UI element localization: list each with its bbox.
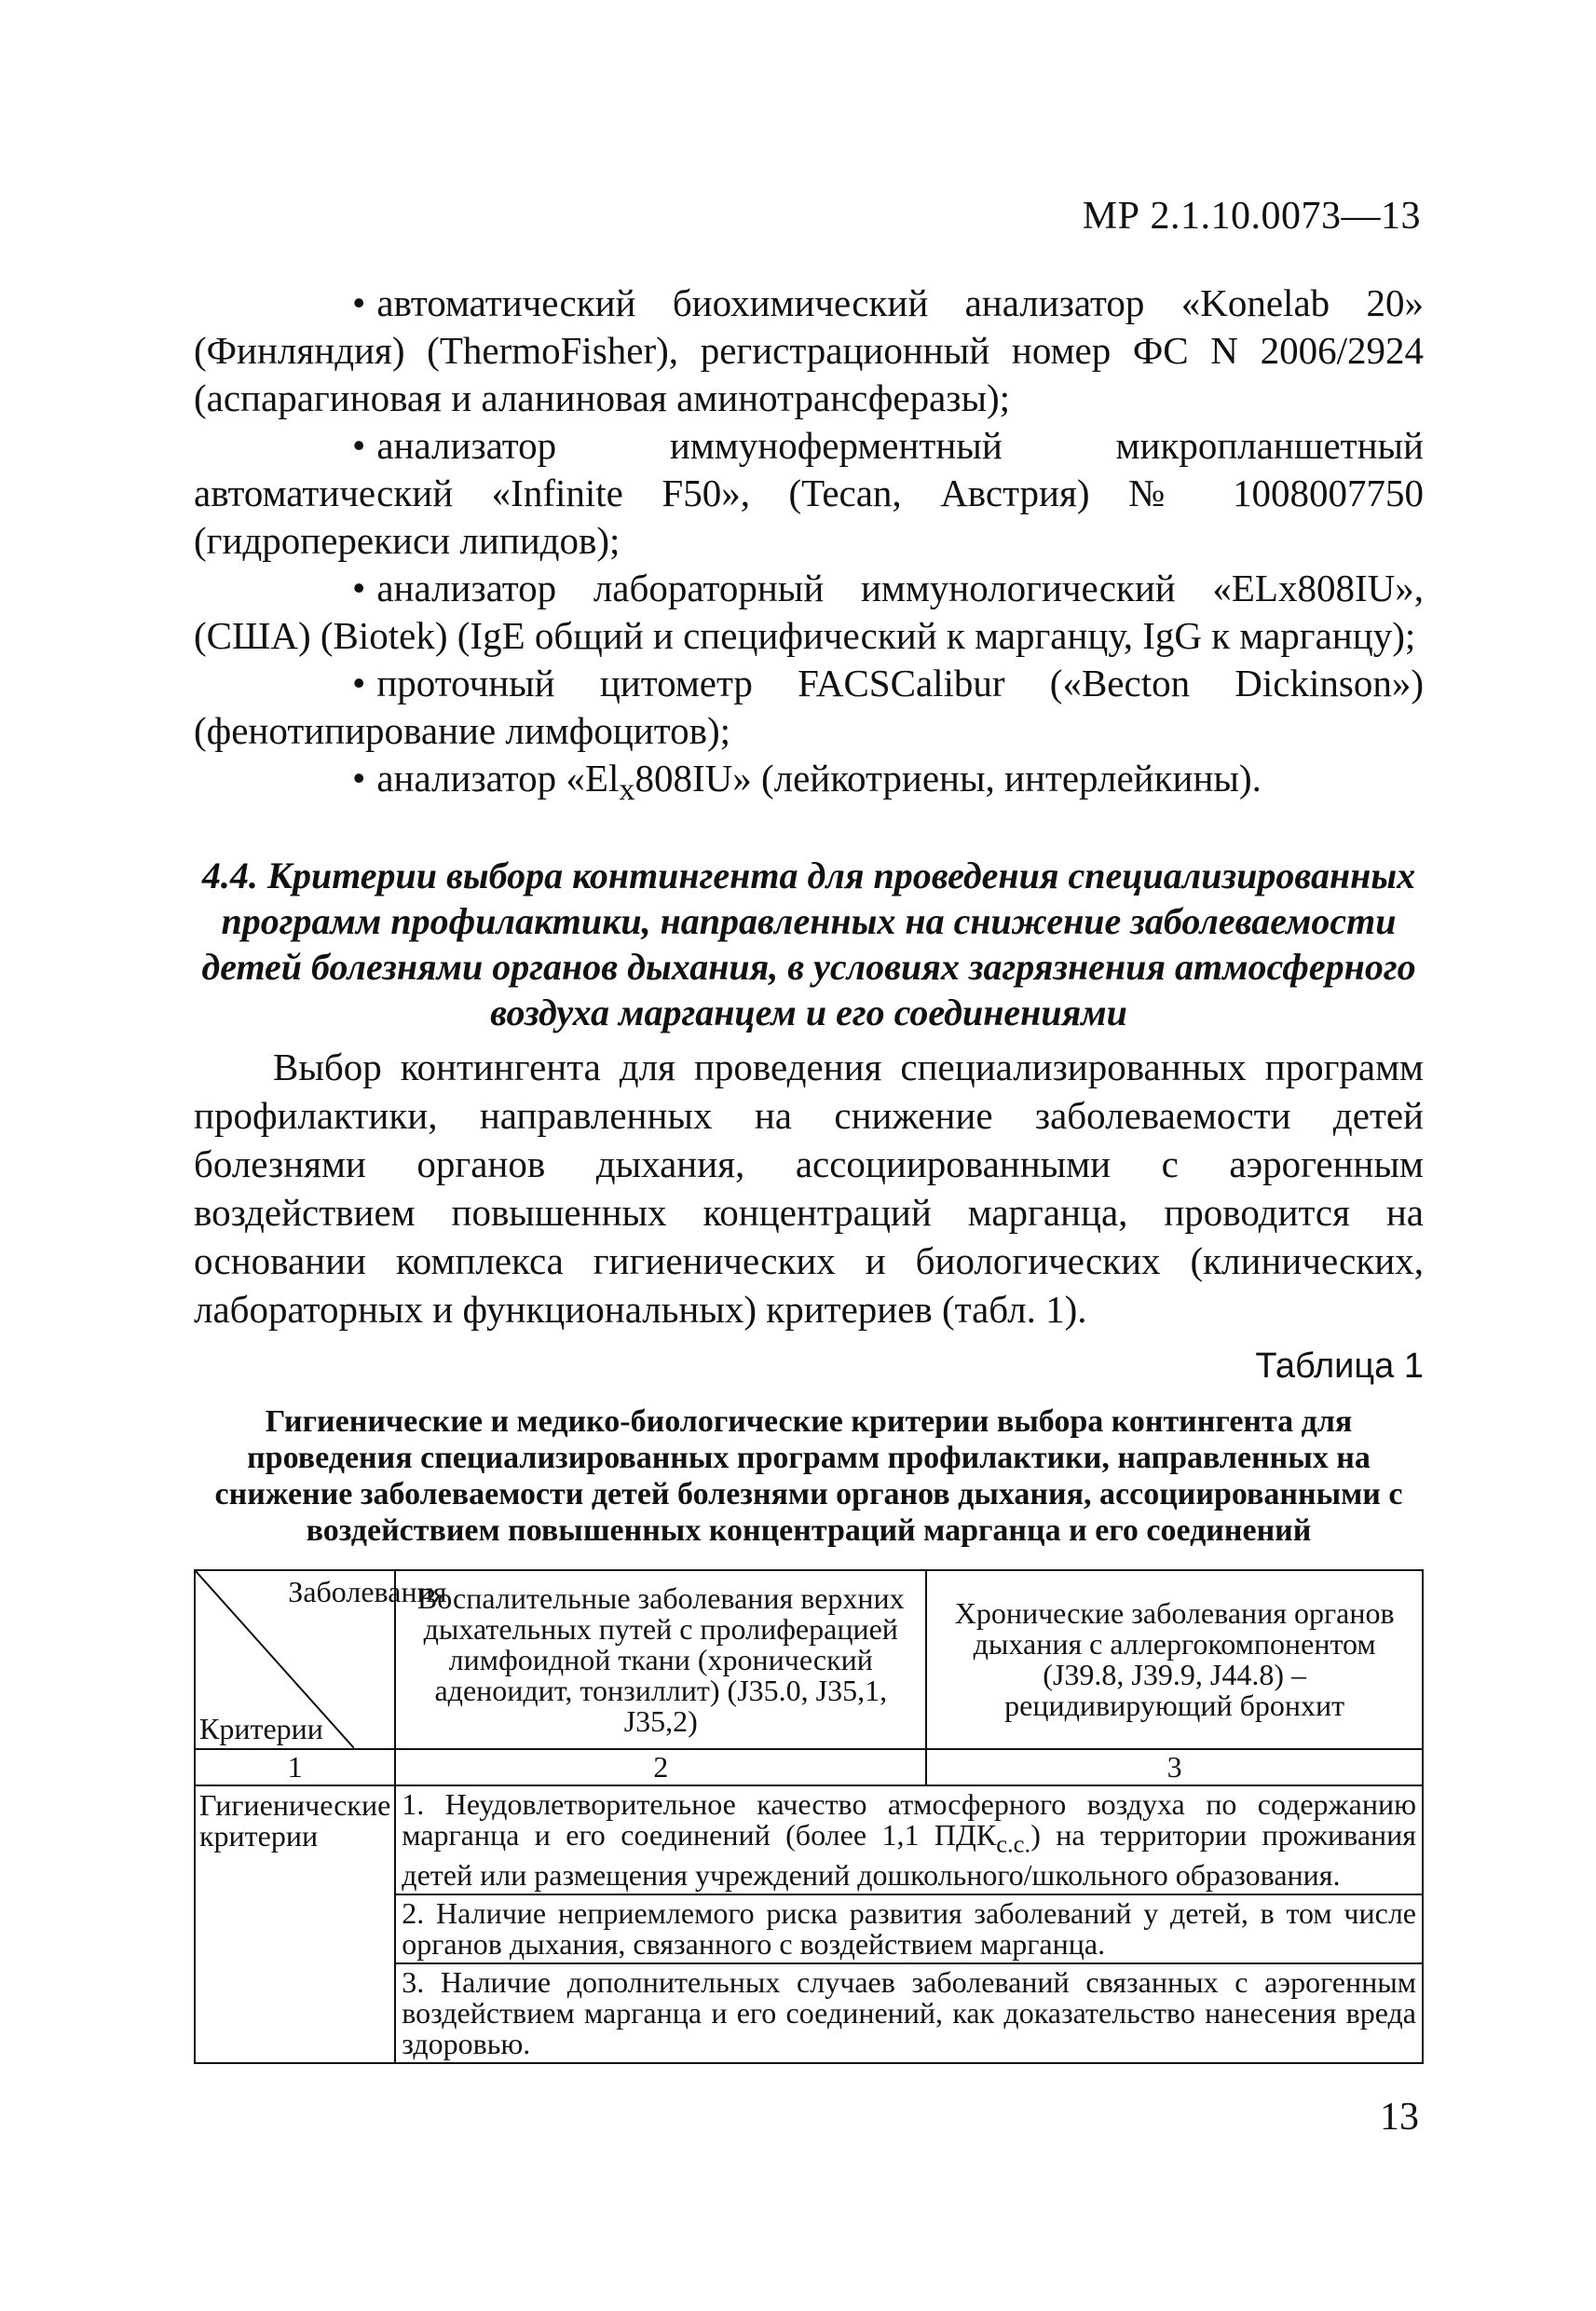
- criterion-item: [396, 1786, 1422, 1894]
- column-number-row: [195, 1749, 1423, 1785]
- list-item: [194, 660, 1424, 755]
- equipment-text: анализатор лабораторный иммунологический «ELx808IU», (США) (Biotek) (IgE общий и специфический к марганцу, IgG к марганцу);: [194, 567, 1424, 657]
- table-row: [195, 1785, 1423, 2062]
- column-header-chronic: Хронические заболевания органов дыхания с аллергокомпонентом (J39.8, J39.9, J44.8) – рецидивирующий бронхит: [926, 1570, 1423, 1749]
- column-number: 1: [195, 1749, 395, 1785]
- column-number: 2: [395, 1749, 926, 1785]
- bullet-icon: •: [352, 424, 366, 467]
- table-header-row: [195, 1570, 1423, 1749]
- equipment-list: [194, 280, 1424, 814]
- section-paragraph: Выбор контингента для проведения специализированных программ профилактики, направленных на снижение заболеваемости детей болезнями органов дыхания, ассоциированными с аэрогенным воздействием повышенных концентраций марганца, проводится на основании комплекса гигиенических и биологических (клинических, лабораторных и функциональных) критериев (табл. 1).: [194, 1046, 1424, 1332]
- criteria-cell: [395, 1785, 1423, 2062]
- criterion-subscript: с.с.: [996, 1829, 1031, 1858]
- list-item: [194, 755, 1424, 814]
- page-content: [194, 280, 1424, 2064]
- equipment-text: проточный цитометр FACSCalibur («Becton Dickinson») (фенотипирование лимфоцитов);: [194, 662, 1424, 752]
- column-number: 3: [926, 1749, 1423, 1785]
- bullet-icon: •: [352, 567, 366, 609]
- criterion-item: 2. Наличие неприемлемого риска развития заболеваний у детей, в том числе органов дыхания, связанного с воздействием марганца.: [396, 1895, 1422, 1964]
- equipment-text: анализатор иммуноферментный микропланшетный автоматический «Infinite F50», (Tecan, Австрия) № 1008007750 (гидроперекиси липидов);: [194, 424, 1424, 562]
- section-heading: 4.4. Критерии выбора контингента для проведения специализированных программ профилактики, направленных на снижение заболеваемости детей болезнями органов дыхания, в условиях загрязнения атмосферного воздуха марганцем и его соединениями: [201, 855, 1416, 1034]
- table-label: Таблица 1: [1255, 1347, 1424, 1387]
- equipment-subscript: x: [619, 773, 635, 808]
- corner-top-label: Заболевания: [288, 1575, 447, 1609]
- criteria-table: [194, 1569, 1424, 2063]
- corner-cell: [195, 1570, 447, 1749]
- bullet-icon: •: [352, 757, 366, 800]
- document-code: МР 2.1.10.0073—13: [1082, 195, 1421, 238]
- equipment-text: 808IU» (лейкотриены, интерлейкины).: [634, 757, 1262, 800]
- corner-bottom-label: Критерии: [199, 1712, 323, 1746]
- list-item: [194, 280, 1424, 422]
- criterion-text: 1. Неудовлетворительное качество атмосферного воздуха по содержанию марганца и его соединений (более 1,1 ПДК: [402, 1787, 1416, 1853]
- equipment-text: анализатор «El: [376, 757, 620, 800]
- list-item: [194, 422, 1424, 565]
- bullet-icon: •: [352, 662, 366, 704]
- column-header-inflammatory: Воспалительные заболевания верхних дыхательных путей с пролиферацией лимфоидной ткани (хронический аденоидит, тонзиллит) (J35.0, J35,1, J35,2): [395, 1570, 926, 1749]
- row-label-hygienic: Гигиенические критерии: [195, 1785, 395, 2062]
- criterion-text: ) на территории проживания детей или размещения учреждений дошкольного/школьного образования.: [402, 1818, 1417, 1892]
- page-number: 13: [1380, 2096, 1419, 2139]
- list-item: [194, 565, 1424, 660]
- equipment-text: автоматический биохимический анализатор «Konelab 20» (Финляндия) (ThermoFisher), регистрационный номер ФС N 2006/2924 (аспарагиновая и аланиновая аминотрансферазы);: [194, 281, 1424, 419]
- bullet-icon: •: [352, 281, 366, 324]
- criterion-item: 3. Наличие дополнительных случаев заболеваний связанных с аэрогенным воздействием марганца и его соединений, как доказательство нанесения вреда здоровью.: [402, 1964, 1416, 2060]
- table-caption: Гигиенические и медико-биологические критерии выбора контингента для проведения специализированных программ профилактики, направленных на снижение заболеваемости детей болезнями органов дыхания, ассоциированными с воздействием повышенных концентраций марганца и его соединений: [214, 1404, 1403, 1549]
